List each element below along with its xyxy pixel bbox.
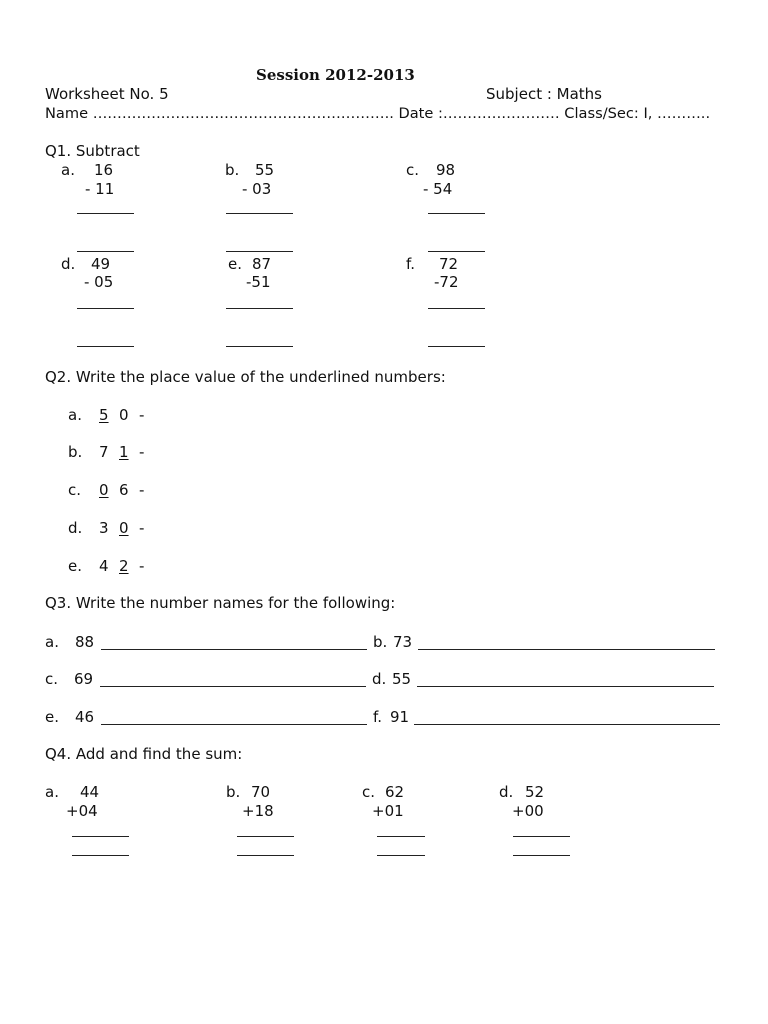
digit: 7 — [99, 443, 109, 461]
answer-line — [226, 251, 293, 252]
item-label: d. — [68, 519, 83, 537]
problem-top-number: 72 — [439, 255, 459, 273]
answer-line — [418, 649, 715, 650]
problem-label: e. — [228, 255, 242, 273]
digit: 6 — [119, 481, 129, 499]
session-title: Session 2012-2013 — [256, 66, 415, 84]
problem-bottom-number: - 05 — [84, 273, 114, 291]
problem-bottom-number: +01 — [372, 802, 404, 820]
problem-top-number: 98 — [436, 161, 456, 179]
answer-line — [237, 855, 294, 856]
item-number: 88 — [75, 633, 95, 651]
answer-line — [428, 308, 485, 309]
answer-line — [226, 346, 293, 347]
item-label: e. — [45, 708, 59, 726]
problem-bottom-number: +04 — [66, 802, 98, 820]
item-label: a. — [68, 406, 82, 424]
dash: - — [139, 406, 145, 424]
problem-top-number: 70 — [251, 783, 271, 801]
problem-bottom-number: +18 — [242, 802, 274, 820]
answer-line — [237, 836, 294, 837]
problem-label: a. — [61, 161, 75, 179]
answer-line — [72, 836, 129, 837]
answer-line — [101, 724, 367, 725]
problem-bottom-number: +00 — [512, 802, 544, 820]
problem-label: b. — [226, 783, 241, 801]
dash: - — [139, 481, 145, 499]
item-number: 69 — [74, 670, 94, 688]
underlined-digit: 1 — [119, 443, 129, 461]
name-date-class-line: Name …………………………………………………….. Date :…………………… Class/Sec: I, ……….. — [45, 105, 711, 122]
problem-label: a. — [45, 783, 59, 801]
answer-line — [100, 686, 366, 687]
problem-top-number: 44 — [80, 783, 100, 801]
problem-top-number: 62 — [385, 783, 405, 801]
answer-line — [226, 308, 293, 309]
dash: - — [139, 519, 145, 537]
underlined-digit: 2 — [119, 557, 129, 575]
answer-line — [428, 346, 485, 347]
q2-title: Q2. Write the place value of the underlined numbers: — [45, 368, 446, 386]
answer-line — [77, 251, 134, 252]
underlined-digit: 5 — [99, 406, 109, 424]
item-label: d. — [372, 670, 387, 688]
q1-title: Q1. Subtract — [45, 142, 140, 160]
digit: 3 — [99, 519, 109, 537]
problem-top-number: 52 — [525, 783, 545, 801]
dash: - — [139, 557, 145, 575]
problem-label: d. — [61, 255, 76, 273]
digit: 0 — [119, 406, 129, 424]
answer-line — [377, 855, 425, 856]
item-label: a. — [45, 633, 59, 651]
answer-line — [428, 251, 485, 252]
problem-bottom-number: - 11 — [85, 180, 115, 198]
answer-line — [417, 686, 714, 687]
answer-line — [226, 213, 293, 214]
item-label: b. — [373, 633, 388, 651]
item-label: c. — [45, 670, 59, 688]
item-number: 46 — [75, 708, 95, 726]
problem-label: b. — [225, 161, 240, 179]
answer-line — [513, 836, 570, 837]
item-label: f. — [373, 708, 382, 726]
underlined-digit: 0 — [119, 519, 129, 537]
q3-title: Q3. Write the number names for the following: — [45, 594, 396, 612]
answer-line — [77, 213, 134, 214]
underlined-digit: 0 — [99, 481, 109, 499]
problem-label: c. — [406, 161, 420, 179]
problem-bottom-number: - 03 — [242, 180, 272, 198]
problem-bottom-number: - 54 — [423, 180, 453, 198]
digit: 4 — [99, 557, 109, 575]
item-label: e. — [68, 557, 82, 575]
answer-line — [101, 649, 367, 650]
subject-label: Subject : Maths — [486, 85, 603, 103]
worksheet-number: Worksheet No. 5 — [45, 85, 169, 103]
item-label: c. — [68, 481, 82, 499]
problem-top-number: 16 — [94, 161, 114, 179]
answer-line — [77, 308, 134, 309]
answer-line — [72, 855, 129, 856]
problem-bottom-number: -51 — [246, 273, 271, 291]
q4-title: Q4. Add and find the sum: — [45, 745, 243, 763]
problem-label: c. — [362, 783, 376, 801]
problem-label: d. — [499, 783, 514, 801]
answer-line — [377, 836, 425, 837]
dash: - — [139, 443, 145, 461]
problem-top-number: 55 — [255, 161, 275, 179]
item-number: 55 — [392, 670, 412, 688]
problem-label: f. — [406, 255, 415, 273]
item-label: b. — [68, 443, 83, 461]
answer-line — [513, 855, 570, 856]
problem-top-number: 49 — [91, 255, 111, 273]
answer-line — [414, 724, 720, 725]
problem-top-number: 87 — [252, 255, 272, 273]
problem-bottom-number: -72 — [434, 273, 459, 291]
item-number: 91 — [390, 708, 410, 726]
answer-line — [77, 346, 134, 347]
item-number: 73 — [393, 633, 413, 651]
answer-line — [428, 213, 485, 214]
